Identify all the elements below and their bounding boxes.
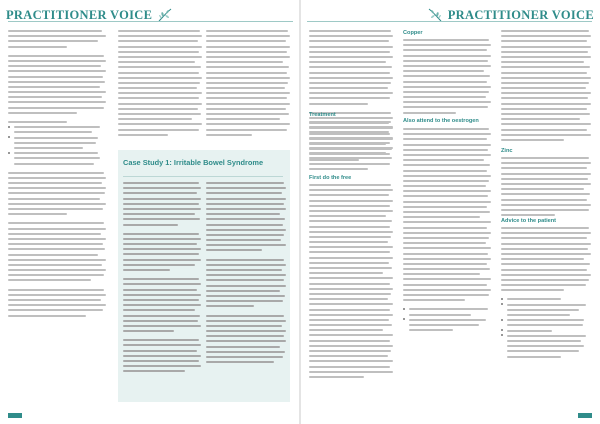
heading-zinc: Zinc	[501, 148, 513, 154]
left-body-column-1	[8, 30, 106, 320]
right-body-column-3	[501, 30, 591, 144]
case-study-column-2	[206, 182, 286, 366]
folio-marker	[578, 413, 592, 418]
right-body-column-3-b	[501, 157, 591, 219]
right-body-column-3-c	[501, 227, 591, 361]
right-page-footer	[574, 412, 592, 419]
heading-treatment: Treatment	[309, 112, 336, 118]
heading-copper: Copper	[403, 30, 423, 36]
left-body-column-3-top	[206, 30, 290, 139]
right-body-column-2	[403, 39, 491, 117]
right-body-column-1-b	[309, 121, 393, 173]
left-page-section-title: PRACTITIONER VOICE	[6, 7, 153, 22]
folio-marker	[8, 413, 22, 418]
right-page	[301, 0, 600, 424]
heading-advice: Advice to the patient	[501, 218, 557, 224]
left-page-footer	[8, 412, 26, 419]
heading-also-attend: Also attend to the oestrogen	[403, 118, 479, 124]
case-study-rule	[123, 176, 283, 177]
case-study-column-1	[123, 182, 201, 376]
left-page	[0, 0, 299, 424]
right-page-section-title: PRACTITIONER VOICE	[447, 7, 594, 22]
right-body-column-2-b	[403, 128, 491, 334]
left-body-column-2-top	[118, 30, 202, 139]
left-header-rule	[8, 21, 293, 22]
heading-first-line: First do the free	[309, 175, 352, 181]
right-header-rule	[307, 21, 592, 22]
case-study-title: Case Study 1: Irritable Bowel Syndrome	[123, 158, 264, 167]
right-body-column-1-c	[309, 184, 393, 381]
